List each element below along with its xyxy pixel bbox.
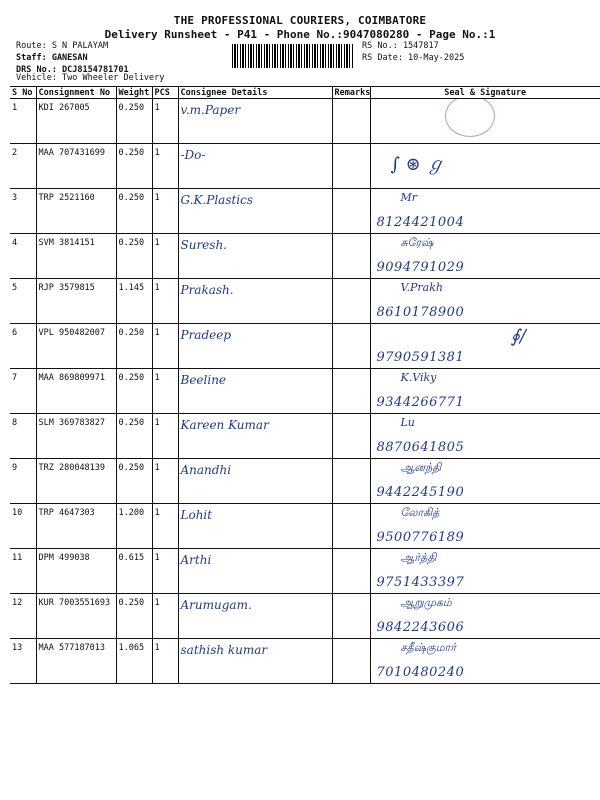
table-row xyxy=(10,99,600,144)
pcs-cell: 1 xyxy=(152,189,178,234)
pcs-cell: 1 xyxy=(152,369,178,414)
signature-text: லோகித் xyxy=(400,506,440,519)
signature-phone: 8124421004 xyxy=(376,215,465,230)
route-label: Route: S N PALAYAM xyxy=(16,41,109,51)
signature-phone: 9344266771 xyxy=(376,395,465,410)
signature-phone: 9094791029 xyxy=(376,260,465,275)
signature-phone: 8610178900 xyxy=(376,305,465,320)
sno-cell: 11 xyxy=(10,549,36,594)
weight-cell: 0.615 xyxy=(116,549,152,594)
weight-cell: 0.250 xyxy=(116,234,152,279)
consignee-cell: Beeline xyxy=(178,369,332,414)
col-weight-header: Weight xyxy=(116,87,152,99)
pcs-cell: 1 xyxy=(152,594,178,639)
sno-cell: 5 xyxy=(10,279,36,324)
signature-cell xyxy=(370,324,600,369)
signature-cell xyxy=(370,144,600,189)
consignee-cell: sathish kumar xyxy=(178,639,332,684)
col-consignee-header: Consignee Details xyxy=(178,87,332,99)
weight-cell: 1.065 xyxy=(116,639,152,684)
table-row xyxy=(10,189,600,234)
weight-cell: 1.145 xyxy=(116,279,152,324)
weight-cell: 0.250 xyxy=(116,189,152,234)
pcs-cell: 1 xyxy=(152,414,178,459)
table-row xyxy=(10,279,600,324)
weight-cell: 0.250 xyxy=(116,324,152,369)
table-row xyxy=(10,144,600,189)
signature-scribble: ∮∕ xyxy=(510,326,526,347)
table-row xyxy=(10,414,600,459)
sno-cell: 7 xyxy=(10,369,36,414)
signature-cell xyxy=(370,549,600,594)
consignee-cell: G.K.Plastics xyxy=(178,189,332,234)
sno-cell: 1 xyxy=(10,99,36,144)
table-row xyxy=(10,549,600,594)
remarks-cell xyxy=(332,369,370,414)
signature-cell xyxy=(370,459,600,504)
consignment-cell: MAA 869809971 xyxy=(36,369,116,414)
remarks-cell xyxy=(332,504,370,549)
col-sno-header: S No xyxy=(10,87,36,99)
table-row xyxy=(10,234,600,279)
remarks-cell xyxy=(332,324,370,369)
signature-phone: 9751433397 xyxy=(376,575,465,590)
pcs-cell: 1 xyxy=(152,279,178,324)
signature-phone: 9842243606 xyxy=(376,620,465,635)
remarks-cell xyxy=(332,549,370,594)
remarks-cell xyxy=(332,99,370,144)
rs-number: RS No.: 1547817 xyxy=(362,41,439,51)
signature-cell xyxy=(370,594,600,639)
pcs-cell: 1 xyxy=(152,234,178,279)
consignment-cell: MAA 577187013 xyxy=(36,639,116,684)
remarks-cell xyxy=(332,189,370,234)
sno-cell: 12 xyxy=(10,594,36,639)
pcs-cell: 1 xyxy=(152,144,178,189)
table-row xyxy=(10,369,600,414)
pcs-cell: 1 xyxy=(152,504,178,549)
consignment-cell: TRP 2521160 xyxy=(36,189,116,234)
col-signature-header: Seal & Signature xyxy=(370,87,600,99)
consignment-cell: SVM 3814151 xyxy=(36,234,116,279)
consignee-cell: Arthi xyxy=(178,549,332,594)
consignee-cell: Anandhi xyxy=(178,459,332,504)
col-pcs-header: PCS xyxy=(152,87,178,99)
consignment-cell: MAA 707431699 xyxy=(36,144,116,189)
weight-cell: 0.250 xyxy=(116,369,152,414)
table-row xyxy=(10,594,600,639)
signature-scribble: ∫ ⊛ ℊ xyxy=(390,154,445,175)
signature-text: V.Prakh xyxy=(400,281,443,294)
consignment-cell: KDI 267005 xyxy=(36,99,116,144)
pcs-cell: 1 xyxy=(152,324,178,369)
consignment-cell: RJP 3579815 xyxy=(36,279,116,324)
remarks-cell xyxy=(332,414,370,459)
signature-cell xyxy=(370,279,600,324)
consignee-cell: Kareen Kumar xyxy=(178,414,332,459)
runsheet-meta-right xyxy=(362,40,464,64)
remarks-cell xyxy=(332,234,370,279)
col-remarks-header: Remarks xyxy=(332,87,370,99)
signature-phone: 9442245190 xyxy=(376,485,465,500)
sno-cell: 4 xyxy=(10,234,36,279)
signature-phone: 9500776189 xyxy=(376,530,465,545)
signature-cell xyxy=(370,189,600,234)
consignment-cell: SLM 369783827 xyxy=(36,414,116,459)
rs-date: RS Date: 10-May-2025 xyxy=(362,53,465,63)
weight-cell: 0.250 xyxy=(116,144,152,189)
weight-cell: 0.250 xyxy=(116,414,152,459)
signature-text: ஆர்த்தி xyxy=(400,551,437,564)
weight-cell: 0.250 xyxy=(116,459,152,504)
consignee-cell: Suresh. xyxy=(178,234,332,279)
table-row xyxy=(10,639,600,684)
sno-cell: 3 xyxy=(10,189,36,234)
remarks-cell xyxy=(332,144,370,189)
consignee-cell: -Do- xyxy=(178,144,332,189)
consignee-cell: v.m.Paper xyxy=(178,99,332,144)
consignment-cell: TRZ 280048139 xyxy=(36,459,116,504)
pcs-cell: 1 xyxy=(152,549,178,594)
sno-cell: 9 xyxy=(10,459,36,504)
signature-text: Mr xyxy=(400,191,418,204)
col-consignment-header: Consignment No xyxy=(36,87,116,99)
pcs-cell: 1 xyxy=(152,459,178,504)
signature-text: K.Viky xyxy=(400,371,437,384)
sno-cell: 13 xyxy=(10,639,36,684)
drs-number: DRS No.: DCJ8154781701 xyxy=(16,65,129,75)
signature-text: சுரேஷ் xyxy=(400,236,434,249)
company-seal-stamp xyxy=(445,99,495,138)
weight-cell: 0.250 xyxy=(116,594,152,639)
consignment-cell: DPM 499038 xyxy=(36,549,116,594)
weight-cell: 0.250 xyxy=(116,99,152,144)
remarks-cell xyxy=(332,594,370,639)
consignee-cell: Pradeep xyxy=(178,324,332,369)
vehicle-label: Vehicle: Two Wheeler Delivery xyxy=(16,73,165,83)
runsheet-meta-left xyxy=(16,40,129,76)
table-row xyxy=(10,324,600,369)
pcs-cell: 1 xyxy=(152,99,178,144)
consignee-cell: Lohit xyxy=(178,504,332,549)
signature-phone: 9790591381 xyxy=(376,350,465,365)
weight-cell: 1.200 xyxy=(116,504,152,549)
sno-cell: 10 xyxy=(10,504,36,549)
signature-cell xyxy=(370,369,600,414)
runsheet-table xyxy=(10,86,600,684)
table-row xyxy=(10,504,600,549)
barcode-image xyxy=(232,44,354,68)
consignee-cell: Prakash. xyxy=(178,279,332,324)
remarks-cell xyxy=(332,639,370,684)
signature-cell xyxy=(370,639,600,684)
signature-cell xyxy=(370,99,600,144)
sno-cell: 2 xyxy=(10,144,36,189)
signature-cell xyxy=(370,504,600,549)
signature-phone: 7010480240 xyxy=(376,665,465,680)
pcs-cell: 1 xyxy=(152,639,178,684)
sno-cell: 6 xyxy=(10,324,36,369)
company-title: THE PROFESSIONAL COURIERS, COIMBATORE xyxy=(173,14,427,27)
signature-cell xyxy=(370,234,600,279)
consignment-cell: KUR 7003551693 xyxy=(36,594,116,639)
signature-phone: 8870641805 xyxy=(376,440,465,455)
runsheet-subtitle: Delivery Runsheet - P41 - Phone No.:9047080280 - Page No.:1 xyxy=(104,28,496,41)
signature-text: சதீஷ்குமார் xyxy=(400,641,457,654)
staff-label: Staff: GANESAN xyxy=(16,53,88,63)
table-row xyxy=(10,459,600,504)
sno-cell: 8 xyxy=(10,414,36,459)
remarks-cell xyxy=(332,279,370,324)
signature-text: Lu xyxy=(400,416,415,429)
signature-cell xyxy=(370,414,600,459)
signature-text: ஆனந்தி xyxy=(400,461,442,474)
consignee-cell: Arumugam. xyxy=(178,594,332,639)
signature-text: ஆறுமுகம் xyxy=(400,596,452,609)
table-header-row xyxy=(10,87,600,99)
consignment-cell: TRP 4647303 xyxy=(36,504,116,549)
remarks-cell xyxy=(332,459,370,504)
consignment-cell: VPL 950482007 xyxy=(36,324,116,369)
